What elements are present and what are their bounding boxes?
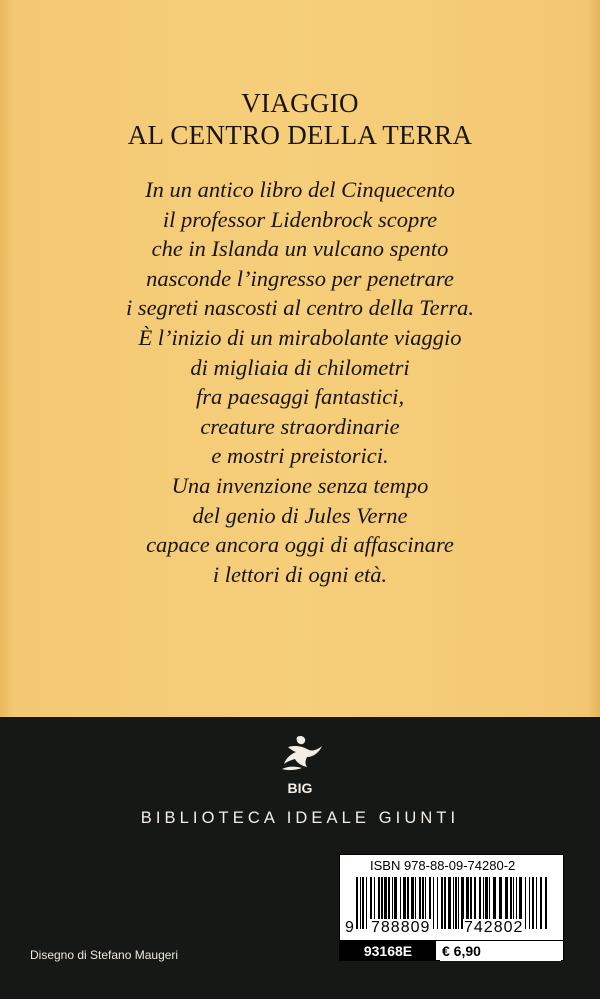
blurb-line: Una invenzione senza tempo bbox=[171, 472, 429, 498]
barcode-digits-right: 742802 bbox=[464, 919, 524, 936]
barcode-digit-lead: 9 bbox=[345, 919, 354, 936]
price: € 6,90 bbox=[440, 941, 561, 961]
blurb-text bbox=[0, 175, 600, 589]
isbn-text: ISBN 978-88-09-74280-2 bbox=[370, 858, 516, 873]
blurb-line: del genio di Jules Verne bbox=[192, 502, 408, 528]
logo-text: BIG bbox=[287, 780, 313, 796]
blurb-line: che in Islanda un vulcano spento bbox=[151, 236, 449, 262]
jumping-figure-logo-icon bbox=[274, 733, 326, 797]
series-name: BIBLIOTECA IDEALE GIUNTI bbox=[140, 809, 460, 827]
blurb-line: di migliaia di chilometri bbox=[190, 354, 410, 380]
product-code: 93168E bbox=[340, 941, 436, 961]
book-title-line-2: AL CENTRO DELLA TERRA bbox=[127, 120, 473, 150]
publisher-band bbox=[0, 717, 600, 999]
blurb-line: nasconde l’ingresso per penetrare bbox=[146, 265, 454, 291]
book-title bbox=[0, 87, 600, 151]
barcode-digits bbox=[344, 919, 560, 935]
blurb-line: In un antico libro del Cinquecento bbox=[145, 177, 455, 202]
blurb-line: e mostri preistorici. bbox=[211, 443, 389, 469]
blurb-line: il professor Lidenbrock scopre bbox=[162, 206, 438, 232]
blurb-line: È l’inizio di un mirabolante viaggio bbox=[138, 324, 462, 350]
illustration-credit: Disegno di Stefano Maugeri bbox=[30, 948, 179, 962]
barcode-label bbox=[339, 854, 564, 961]
blurb-line: fra paesaggi fantastici, bbox=[195, 384, 405, 410]
book-title-line-1: VIAGGIO bbox=[241, 88, 359, 118]
barcode-digits-left: 788809 bbox=[371, 919, 431, 936]
blurb-line: i segreti nascosti al centro della Terra. bbox=[125, 295, 475, 321]
blurb-line: creature straordinarie bbox=[200, 413, 400, 439]
blurb-line: i lettori di ogni età. bbox=[212, 561, 388, 587]
barcode-footer bbox=[340, 940, 563, 961]
blurb-line: capace ancora oggi di affascinare bbox=[146, 532, 454, 558]
